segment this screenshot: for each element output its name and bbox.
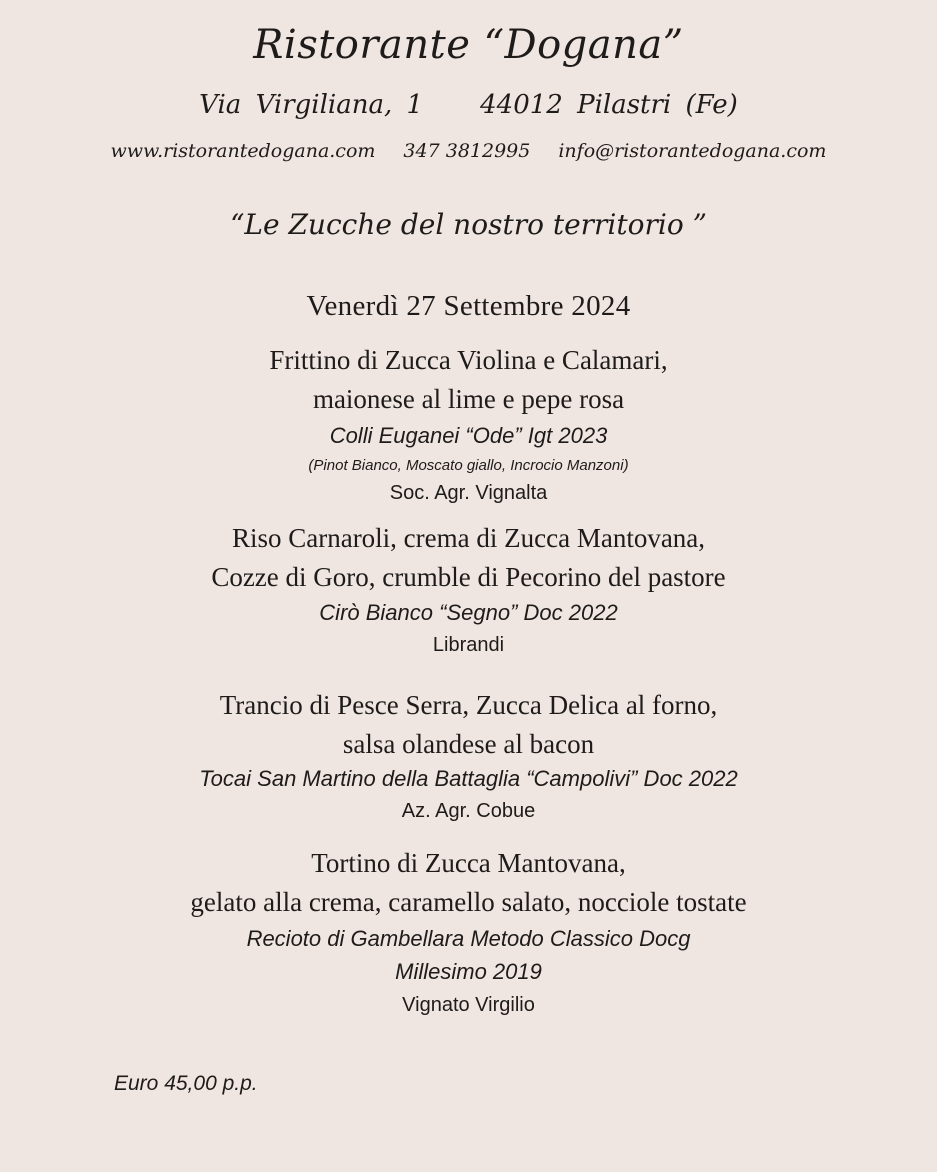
course-4-wine-line-2: Millesimo 2019: [395, 959, 542, 984]
event-date: Venerdì 27 Settembre 2024: [306, 290, 631, 322]
course-2-wine: Cirò Bianco “Segno” Doc 2022: [319, 600, 618, 625]
address: [0, 90, 937, 120]
course-4-wine-line-1: Recioto di Gambellara Metodo Classico Docg: [246, 926, 691, 951]
course-4-dish-line-1: Tortino di Zucca Mantovana,: [311, 848, 626, 878]
phone-number[interactable]: 347 3812995: [403, 140, 531, 162]
course-2-dish-line-2: Cozze di Goro, crumble di Pecorino del pastore: [211, 562, 726, 592]
course-1-grapes: (Pinot Bianco, Moscato giallo, Incrocio Manzoni): [308, 457, 629, 474]
price: Euro 45,00 p.p.: [114, 1072, 258, 1095]
course-1-producer: Soc. Agr. Vignalta: [389, 482, 548, 504]
course-2-dish-line-1: Riso Carnaroli, crema di Zucca Mantovana,: [231, 523, 706, 553]
course-2-producer: Librandi: [432, 634, 505, 656]
course-3-dish-line-1: Trancio di Pesce Serra, Zucca Delica al forno,: [219, 690, 718, 720]
course-4-producer: Vignato Virgilio: [402, 994, 535, 1016]
course-1-dish-line-2: maionese al lime e pepe rosa: [312, 384, 625, 414]
website-link[interactable]: www.ristorantedogana.com: [110, 140, 376, 162]
email-link[interactable]: info@ristorantedogana.com: [558, 140, 827, 162]
address-city: 44012 Pilastri (Fe): [480, 90, 738, 120]
course-3-dish-line-2: salsa olandese al bacon: [342, 729, 595, 759]
course-1-wine: Colli Euganei “Ode” Igt 2023: [329, 423, 608, 448]
course-3-producer: Az. Agr. Cobue: [401, 800, 536, 822]
course-4-dish-line-2: gelato alla crema, caramello salato, nocciole tostate: [190, 887, 747, 917]
course-1-dish-line-1: Frittino di Zucca Violina e Calamari,: [269, 345, 668, 375]
address-street: Via Virgiliana, 1: [199, 90, 424, 120]
course-3-wine: Tocai San Martino della Battaglia “Campolivi” Doc 2022: [199, 766, 738, 791]
menu-theme: “Le Zucche del nostro territorio ”: [230, 208, 707, 241]
contacts: [0, 140, 937, 162]
restaurant-name: Ristorante “Dogana”: [253, 22, 684, 68]
